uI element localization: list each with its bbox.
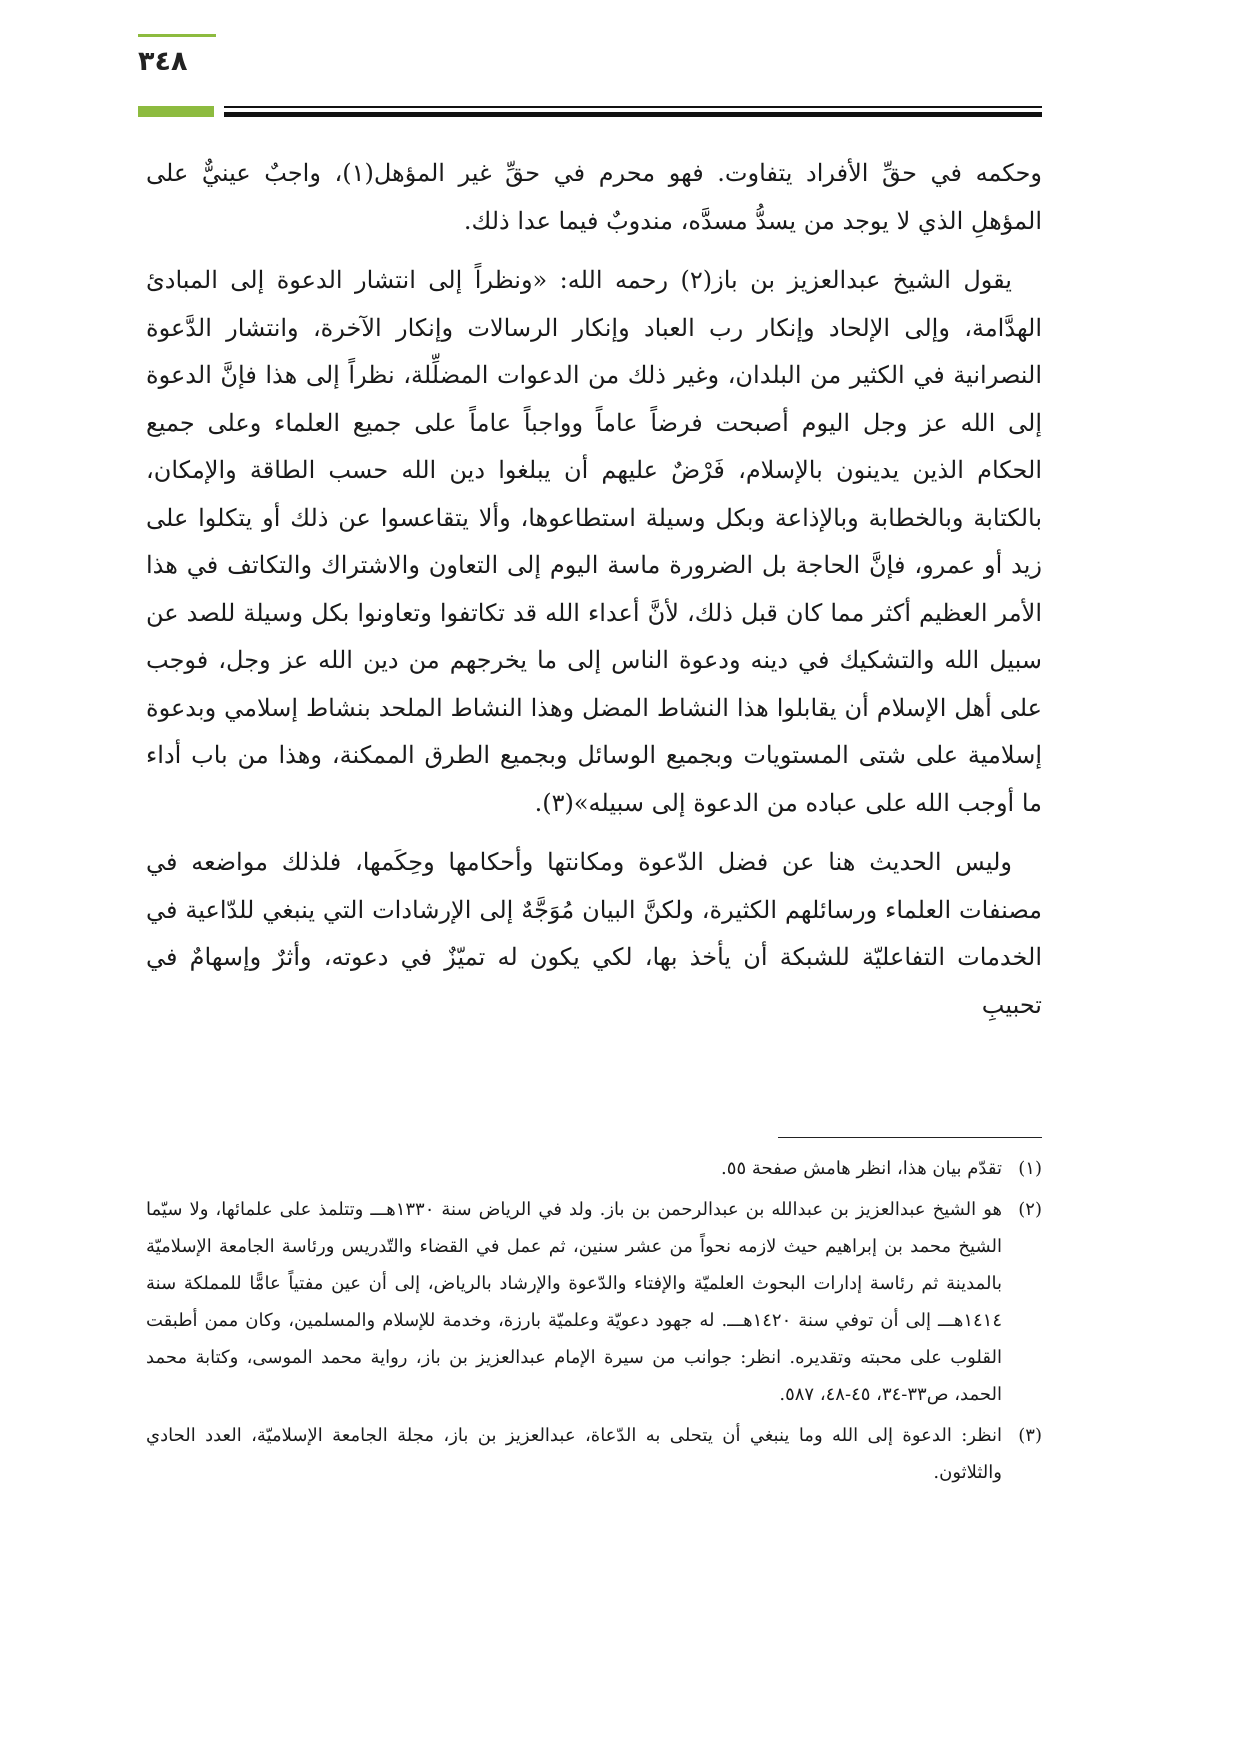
paragraph-2-quote: يقول الشيخ عبدالعزيز بن باز(٢) رحمه الله: «ونظراً إلى انتشار الدعوة إلى المبادئ الهدَّامة، وإلى الإلحاد وإنكار رب العباد وإنكار الرسالات وإنكار الآخرة، وانتشار الدَّعوة النصرانية في الكثير من البلدان، وغير ذلك من الدعوات المضلِّلة، نظراً إلى هذا فإنَّ الدعوة إلى الله عز وجل اليوم أصبحت فرضاً عاماً وواجباً عاماً على جميع العلماء وعلى جميع الحكام الذين يدينون بالإسلام، فَرْضٌ عليهم أن يبلغوا دين الله حسب الطاقة والإمكان، بالكتابة وبالخطابة وبالإذاعة وبكل وسيلة استطاعوها، وألا يتقاعسوا عن ذلك أو يتكلوا على زيد أو عمرو، فإنَّ الحاجة بل الضرورة ماسة اليوم إلى التعاون والاشتراك والتكاتف في هذا الأمر العظيم أكثر مما كان قبل ذلك، لأنَّ أعداء الله قد تكاتفوا وتعاونوا بكل وسيلة للصد عن سبيل الله والتشكيك في دينه ودعوة الناس إلى ما يخرجهم من دين الله عز وجل، فوجب على أهل الإسلام أن يقابلوا هذا النشاط المضل وهذا النشاط الملحد بنشاط إسلامي وبدعوة إسلامية على شتى المستويات وبجميع الوسائل وبجميع الطرق الممكنة، وهذا من باب أداء ما أوجب الله على عباده من الدعوة إلى سبيله»(٣). [146, 266, 1042, 817]
footnote-text: هو الشيخ عبدالعزيز بن عبدالله بن عبدالرحمن بن باز. ولد في الرياض سنة ١٣٣٠هـــ وتتلمذ على علمائها، ولا سيّما الشيخ محمد بن إبراهيم حيث لازمه نحواً من عشر سنين، ثم عمل في القضاء والتّدريس ورئاسة الجامعة الإسلاميّة بالمدينة ثم رئاسة إدارات البحوث العلميّة والإفتاء والدّعوة والإرشاد بالرياض، إلى أن عين مفتياً عامًّا للمملكة سنة ١٤١٤هـــ إلى أن توفي سنة ١٤٢٠هـــ. له جهود دعويّة وعلميّة بارزة، وخدمة للإسلام والمسلمين، وكان ممن أطبقت القلوب على محبته وتقديره. انظر: جوانب من سيرة الإمام عبدالعزيز بن باز، رواية محمد الموسى، وكتابة محمد الحمد، ص٣٣-٣٤، ٤٥-٤٨، ٥٨٧. [146, 1199, 1003, 1405]
footnote-1 [146, 1150, 1042, 1187]
footnote-separator [778, 1137, 1042, 1138]
footnote-2 [146, 1191, 1042, 1413]
body-text [146, 150, 1042, 1041]
page-number: ٣٤٨ [138, 46, 188, 77]
footnote-number: (١) [1018, 1158, 1042, 1179]
header-rule [224, 106, 1042, 117]
header-accent-bar [138, 106, 214, 117]
page-number-top-accent [138, 34, 216, 37]
footnote-text: انظر: الدعوة إلى الله وما ينبغي أن يتحلى به الدّعاة، عبدالعزيز بن باز، مجلة الجامعة الإسلاميّة، العدد الحادي والثلاثون. [146, 1425, 1002, 1483]
footnote-number: (٢) [1018, 1199, 1042, 1220]
footnotes [146, 1150, 1042, 1495]
footnote-3 [146, 1417, 1042, 1491]
footnote-number: (٣) [1018, 1425, 1042, 1446]
paragraph-3: وليس الحديث هنا عن فضل الدّعوة ومكانتها وأحكامها وحِكَمها، فلذلك مواضعه في مصنفات العلماء ورسائلهم الكثيرة، ولكنَّ البيان مُوَجَّهٌ إلى الإرشادات التي ينبغي للدّاعية في الخدمات التفاعليّة للشبكة أن يأخذ بها، لكي يكون له تميّزٌ في دعوته، وأثرٌ وإسهامٌ في تحبيبِ [146, 848, 1042, 1019]
paragraph-1: وحكمه في حقِّ الأفراد يتفاوت. فهو محرم في حقِّ غير المؤهل(١)، واجبٌ عينيٌّ على المؤهلِ الذي لا يوجد من يسدُّ مسدَّه، مندوبٌ فيما عدا ذلك. [146, 159, 1042, 235]
footnote-text: تقدّم بيان هذا، انظر هامش صفحة ٥٥. [721, 1158, 1002, 1179]
